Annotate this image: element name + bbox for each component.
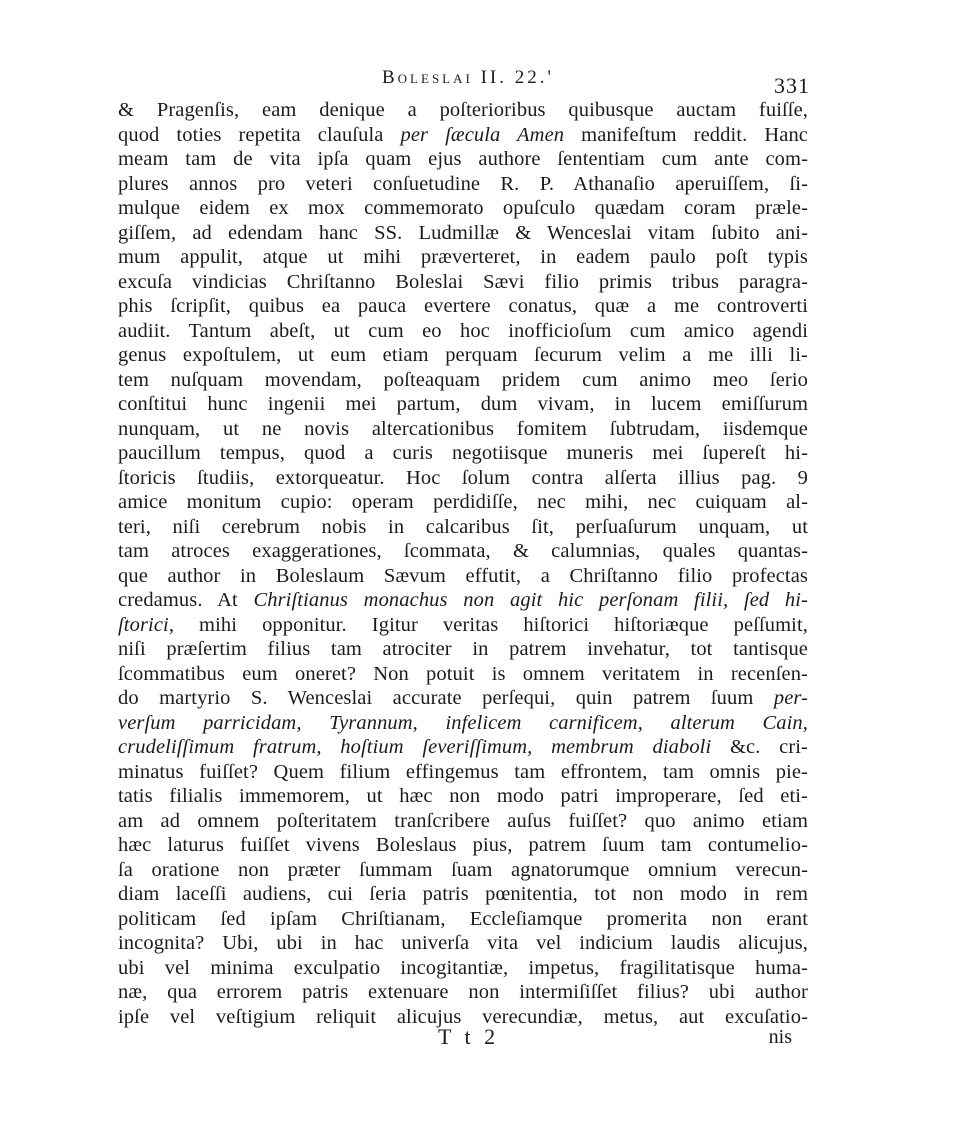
text-line (118, 809, 808, 834)
text-segment: ſcommatibus eum oneret? Non potuit is omnem veritatem in recenſen- (118, 662, 808, 685)
text-line (118, 613, 808, 638)
text-segment: hæc laturus fuiſſet vivens Boleslaus pius, patrem ſuum tam contumelio- (118, 834, 808, 856)
text-line (118, 637, 808, 662)
text-line (118, 441, 808, 466)
text-line (118, 270, 808, 295)
text-segment: diam laceſſi audiens, cui ſeria patris pœnitentia, tot non modo in rem (118, 883, 808, 905)
signature-mark: T t 2 (438, 1024, 500, 1049)
text-line (118, 564, 808, 589)
text-segment: quod toties repetita clauſula (118, 123, 401, 146)
text-segment: paucillum tempus, quod a curis negotiisque muneris mei ſupereſt hi- (118, 442, 808, 464)
text-segment: niſi præſertim filius tam atrociter in patrem invehatur, tot tantisque (118, 638, 808, 660)
body-text (118, 98, 808, 1029)
text-segment: mum appulit, atque ut mihi præverteret, in eadem paulo poſt typis (118, 246, 808, 268)
text-line (118, 956, 808, 981)
text-segment: giſſem, ad edendam hanc SS. Ludmillæ & Wenceslai vitam ſubito ani- (118, 221, 808, 244)
text-segment: do martyrio S. Wenceslai accurate perſequi, quin patrem ſuum (118, 687, 774, 709)
text-line (118, 711, 808, 736)
text-line (118, 417, 808, 442)
text-segment: tem nuſquam movendam, poſteaquam pridem cum animo meo ſerio (118, 368, 808, 391)
text-line (118, 98, 808, 123)
text-segment: mulque eidem ex mox commemorato opuſculo quædam coram præle- (118, 197, 808, 219)
text-segment: &c. cri- (711, 736, 808, 758)
text-line (118, 490, 808, 515)
text-segment: audiit. Tantum abeſt, ut cum eo hoc inofficioſum cum amico agendi (118, 319, 808, 342)
text-line (118, 662, 808, 687)
text-line (118, 245, 808, 270)
page-footer (118, 1020, 808, 1054)
text-segment: ſtoricis ſtudiis, extorqueatur. Hoc ſolum contra alſerta illius pag. 9 (118, 466, 808, 489)
text-line (118, 343, 808, 368)
text-line (118, 760, 808, 785)
text-segment: excuſa vindicias Chriſtanno Boleslai Sævi filio primis tribus paragra- (118, 270, 808, 293)
text-segment: politicam ſed ipſam Chriſtianam, Eccleſiamque promerita non erant (118, 907, 808, 930)
text-line (118, 858, 808, 883)
italic-text-segment: verſum parricidam, Tyrannum, infelicem carnificem, alterum Cain, (118, 711, 808, 734)
text-line (118, 368, 808, 393)
italic-text-segment: crudeliſſimum fratrum, hoſtium ſeveriſſimum, membrum diaboli (118, 736, 712, 758)
text-segment: genus expoſtulem, ut eum etiam perquam ſecurum velim a me illi li- (118, 344, 808, 366)
text-line (118, 907, 808, 932)
text-segment: & Pragenſis, eam denique a poſterioribus quibusque auctam fuiſſe, (118, 99, 808, 121)
text-segment: minatus fuiſſet? Quem filium effingemus tam effrontem, tam omnis pie- (118, 760, 808, 783)
text-segment: credamus. At (118, 589, 254, 611)
text-segment: ſa oratione non præter ſummam ſuam agnatorumque omnium verecun- (118, 858, 808, 881)
text-line (118, 172, 808, 197)
text-line (118, 392, 808, 417)
text-segment: plures annos pro veteri conſuetudine R. P. Athanaſio aperuiſſem, ſi- (118, 172, 808, 195)
page-header (120, 63, 810, 99)
italic-text-segment: per ſæcula Amen (400, 123, 565, 146)
catchword: nis (768, 1026, 792, 1048)
text-segment: , mihi opponitur. Igitur veritas hiſtorici hiſtoriæque peſſumit, (168, 613, 808, 636)
text-segment: amice monitum cupio: operam perdidiſſe, nec mihi, nec cuiquam al- (118, 491, 808, 513)
text-segment: teri, niſi cerebrum nobis in calcaribus ſit, perſuaſurum unquam, ut (118, 515, 808, 538)
text-segment: næ, qua errorem patris extenuare non intermiſiſſet filius? ubi author (118, 981, 808, 1003)
text-segment: tam atroces exaggerationes, ſcommata, & calumnias, quales quantas- (118, 540, 808, 562)
text-line (118, 466, 808, 491)
text-line (118, 833, 808, 858)
text-line (118, 686, 808, 711)
text-line (118, 515, 808, 540)
text-line (118, 588, 808, 613)
text-line (118, 735, 808, 760)
text-line (118, 980, 808, 1005)
text-line (118, 319, 808, 344)
text-line (118, 784, 808, 809)
text-line (118, 539, 808, 564)
text-line (118, 147, 808, 172)
text-segment: tatis filialis immemorem, ut hæc non modo patri improperare, ſed eti- (118, 785, 808, 807)
italic-text-segment: Chriſtianus monachus non agit hic perſonam filii, ſed hi- (253, 589, 808, 611)
text-segment: am ad omnem poſteritatem tranſcribere auſus fuiſſet? quo animo etiam (118, 809, 808, 832)
text-line (118, 931, 808, 956)
text-segment: ipſe vel veſtigium reliquit alicujus verecundiæ, metus, aut excuſatio- (118, 1005, 808, 1028)
italic-text-segment: ſtorici (118, 613, 169, 636)
text-segment: manifeſtum reddit. Hanc (564, 123, 808, 146)
text-line (118, 221, 808, 246)
italic-text-segment: per- (773, 687, 808, 709)
text-segment: ubi vel minima exculpatio incogitantiæ, impetus, fragilitatisque huma- (118, 956, 808, 979)
text-line (118, 123, 808, 148)
text-segment: que author in Boleslaum Sævum effutit, a Chriſtanno filio profectas (118, 564, 808, 587)
text-line (118, 882, 808, 907)
text-segment: nunquam, ut ne novis altercationibus fomitem ſubtrudam, iisdemque (118, 417, 808, 440)
page-number: 331 (774, 73, 810, 98)
running-head: Boleslai II. 22.' (382, 67, 554, 88)
text-segment: incognita? Ubi, ubi in hac univerſa vita vel indicium laudis alicujus, (118, 932, 808, 954)
text-line (118, 196, 808, 221)
text-segment: phis ſcripſit, quibus ea pauca evertere conatus, quæ a me controverti (118, 295, 808, 317)
text-line (118, 294, 808, 319)
text-segment: conſtitui hunc ingenii mei partum, dum vivam, in lucem emiſſurum (118, 393, 808, 415)
text-segment: meam tam de vita ipſa quam ejus authore ſententiam cum ante com- (118, 148, 808, 170)
